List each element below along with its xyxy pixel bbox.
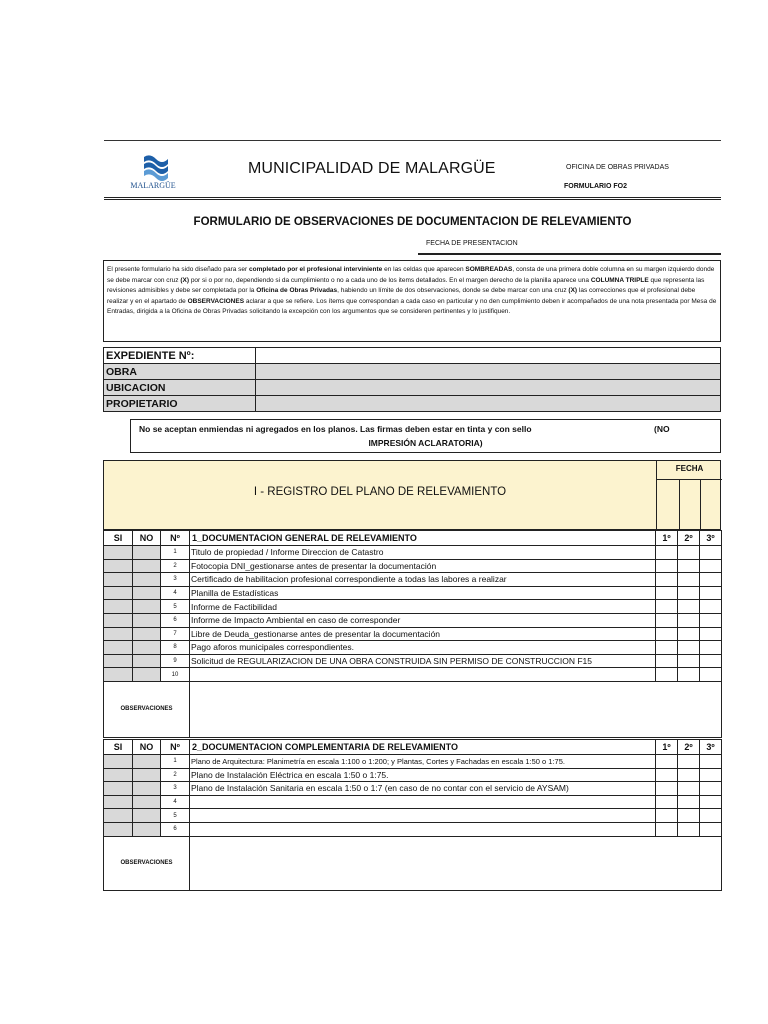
- no-checkbox-cell[interactable]: [133, 573, 161, 587]
- table-row: [104, 641, 722, 655]
- review2-cell[interactable]: [678, 559, 700, 573]
- no-checkbox-cell[interactable]: [133, 822, 161, 836]
- item-description: Informe de Factibilidad: [190, 600, 656, 614]
- table-row: [104, 546, 722, 560]
- item-description: Certificado de habilitacion profesional correspondiente a todas las labores a realizar: [190, 573, 656, 587]
- review3-cell[interactable]: [700, 559, 722, 573]
- observations-label: OBSERVACIONES: [104, 836, 190, 890]
- review2-cell[interactable]: [678, 641, 700, 655]
- number-header: Nº: [161, 531, 190, 546]
- fecha-columns: [656, 460, 722, 530]
- table-row: [104, 586, 722, 600]
- review1-cell[interactable]: [656, 600, 678, 614]
- section-title: I - REGISTRO DEL PLANO DE RELEVAMIENTO: [253, 486, 507, 498]
- item-number: 4: [161, 586, 190, 600]
- review2-cell[interactable]: [678, 573, 700, 587]
- si-checkbox-cell[interactable]: [104, 600, 133, 614]
- review3-cell[interactable]: [700, 654, 722, 668]
- review2-header: 2º: [678, 531, 700, 546]
- review3-cell[interactable]: [700, 546, 722, 560]
- review1-cell[interactable]: [656, 559, 678, 573]
- no-checkbox-cell[interactable]: [133, 559, 161, 573]
- review3-cell[interactable]: [700, 613, 722, 627]
- top-rule: [104, 140, 721, 141]
- review2-cell[interactable]: [678, 586, 700, 600]
- si-checkbox-cell[interactable]: [104, 768, 133, 782]
- review2-cell[interactable]: [678, 782, 700, 796]
- review3-cell[interactable]: [700, 627, 722, 641]
- item-number: 8: [161, 641, 190, 655]
- review2-cell[interactable]: [678, 668, 700, 682]
- review1-cell[interactable]: [656, 668, 678, 682]
- fecha-presentacion-field[interactable]: [418, 253, 721, 255]
- si-checkbox-cell[interactable]: [104, 641, 133, 655]
- block1-header-row: [104, 531, 722, 546]
- item-number: 6: [161, 613, 190, 627]
- table-row: [104, 668, 722, 682]
- table-row: [104, 627, 722, 641]
- review1-header: 1º: [656, 531, 678, 546]
- observations-field[interactable]: [190, 681, 722, 737]
- review2-cell[interactable]: [678, 809, 700, 823]
- item-number: 5: [161, 809, 190, 823]
- block2-table: [103, 739, 722, 891]
- fecha-divider: [679, 480, 680, 530]
- ubicacion-label: UBICACION: [104, 380, 256, 396]
- table-row: [104, 768, 722, 782]
- review2-cell[interactable]: [678, 600, 700, 614]
- item-number: 6: [161, 822, 190, 836]
- no-checkbox-cell[interactable]: [133, 782, 161, 796]
- no-checkbox-cell[interactable]: [133, 546, 161, 560]
- office-name: OFICINA DE OBRAS PRIVADAS: [566, 164, 669, 171]
- table-row: [104, 654, 722, 668]
- item-description: Solicitud de REGULARIZACION DE UNA OBRA CONSTRUIDA SIN PERMISO DE CONSTRUCCION F15: [190, 654, 656, 668]
- notice-line1: No se aceptan enmiendas ni agregados en los planos. Las firmas deben estar en tinta y con sello: [139, 424, 532, 434]
- review2-cell[interactable]: [678, 822, 700, 836]
- si-checkbox-cell[interactable]: [104, 573, 133, 587]
- block1-title: 1_DOCUMENTACION GENERAL DE RELEVAMIENTO: [190, 531, 656, 546]
- review2-cell[interactable]: [678, 613, 700, 627]
- review2-cell[interactable]: [678, 546, 700, 560]
- no-checkbox-cell[interactable]: [133, 809, 161, 823]
- si-checkbox-cell[interactable]: [104, 627, 133, 641]
- review3-cell[interactable]: [700, 586, 722, 600]
- municipality-title: MUNICIPALIDAD DE MALARGÜE: [248, 160, 496, 177]
- number-header: Nº: [161, 740, 190, 755]
- review3-cell[interactable]: [700, 768, 722, 782]
- si-checkbox-cell[interactable]: [104, 559, 133, 573]
- si-checkbox-cell[interactable]: [104, 809, 133, 823]
- fecha-divider: [700, 480, 701, 530]
- item-description: [190, 809, 656, 823]
- item-number: 3: [161, 782, 190, 796]
- review1-cell[interactable]: [656, 573, 678, 587]
- table-row: [104, 600, 722, 614]
- no-header: NO: [133, 531, 161, 546]
- expediente-label: EXPEDIENTE Nº:: [104, 348, 256, 364]
- table-row: [104, 809, 722, 823]
- review1-cell[interactable]: [656, 768, 678, 782]
- instructions-paragraph: El presente formulario ha sido diseñado para ser completado por el profesional interviniente en las celdas que aparecen SOMBREADAS, consta de una primera doble columna en su margen izquierdo donde se debe marcar con cruz (X) por si o por no, dependiendo si da cumplimiento o no a cada uno de los items detallados. En el margen derecho de la planilla aparece una COLUMNA TRIPLE que representa las revisiones admisibles y debe ser completada por la Oficina de Obras Privadas, habiendo un límite de dos observaciones, donde se debe marcar con una cruz (X) las correcciones que el profesional debe realizar y en el apartado de OBSERVACIONES aclarar a que se refiere. Los ítems que correspondan a cada caso en particular y no den cumplimiento deben ir acompañados de una nota presentada por Mesa de Entradas, dirigida a la Oficina de Obras Privadas solicitando la excepción con los argumentos que se consideren pertinentes y lo justifiquen.: [103, 260, 721, 342]
- item-description: [190, 795, 656, 809]
- observations-label: OBSERVACIONES: [104, 681, 190, 737]
- item-number: 2: [161, 559, 190, 573]
- si-checkbox-cell[interactable]: [104, 822, 133, 836]
- review3-header: 3º: [700, 740, 722, 755]
- si-checkbox-cell[interactable]: [104, 755, 133, 769]
- review1-header: 1º: [656, 740, 678, 755]
- fecha-label: FECHA: [657, 460, 722, 480]
- section-header: [103, 460, 721, 530]
- item-number: 1: [161, 755, 190, 769]
- review2-cell[interactable]: [678, 627, 700, 641]
- review1-cell[interactable]: [656, 755, 678, 769]
- no-checkbox-cell[interactable]: [133, 795, 161, 809]
- review3-cell[interactable]: [700, 822, 722, 836]
- review1-cell[interactable]: [656, 822, 678, 836]
- table-row: [104, 573, 722, 587]
- no-checkbox-cell[interactable]: [133, 768, 161, 782]
- item-number: 1: [161, 546, 190, 560]
- review2-cell[interactable]: [678, 654, 700, 668]
- item-description: Plano de Instalación Sanitaria en escala 1:50 o 1:7 (en caso de no contar con el servicio de AYSAM): [190, 782, 656, 796]
- table-row: [104, 822, 722, 836]
- form-code: FORMULARIO FO2: [564, 183, 627, 190]
- observations-row: [104, 681, 722, 737]
- item-description: Plano de Arquitectura: Planimetría en escala 1:100 o 1:200; y Plantas, Cortes y Fachadas en escala 1:50 o 1:75.: [190, 755, 656, 769]
- obra-label: OBRA: [104, 364, 256, 380]
- item-description: Libre de Deuda_gestionarse antes de presentar la documentación: [190, 627, 656, 641]
- wave-logo-icon: [122, 153, 184, 183]
- no-header: NO: [133, 740, 161, 755]
- form-title: FORMULARIO DE OBSERVACIONES DE DOCUMENTACION DE RELEVAMIENTO: [193, 216, 632, 228]
- item-number: 5: [161, 600, 190, 614]
- item-description: Plano de Instalación Eléctrica en escala 1:50 o 1:75.: [190, 768, 656, 782]
- review1-cell[interactable]: [656, 627, 678, 641]
- table-row: [104, 782, 722, 796]
- review3-cell[interactable]: [700, 668, 722, 682]
- item-number: 3: [161, 573, 190, 587]
- expediente-field[interactable]: [256, 348, 721, 364]
- review2-cell[interactable]: [678, 795, 700, 809]
- block2-header-row: [104, 740, 722, 755]
- si-checkbox-cell[interactable]: [104, 668, 133, 682]
- table-row: [104, 795, 722, 809]
- propietario-label: PROPIETARIO: [104, 396, 256, 412]
- expediente-table: [103, 347, 721, 412]
- review1-cell[interactable]: [656, 641, 678, 655]
- item-description: Informe de Impacto Ambiental en caso de corresponder: [190, 613, 656, 627]
- review3-cell[interactable]: [700, 755, 722, 769]
- review3-cell[interactable]: [700, 600, 722, 614]
- table-row: [104, 613, 722, 627]
- review3-cell[interactable]: [700, 795, 722, 809]
- notice-line1-end: (NO: [654, 424, 670, 434]
- si-header: SI: [104, 740, 133, 755]
- review1-cell[interactable]: [656, 795, 678, 809]
- ubicacion-field[interactable]: [256, 380, 721, 396]
- review3-cell[interactable]: [700, 641, 722, 655]
- no-checkbox-cell[interactable]: [133, 755, 161, 769]
- no-checkbox-cell[interactable]: [133, 600, 161, 614]
- notice-box: [130, 419, 721, 453]
- table-row: [104, 559, 722, 573]
- table-row: [104, 755, 722, 769]
- logo-text: MALARGÜE: [130, 181, 176, 190]
- item-number: 7: [161, 627, 190, 641]
- no-checkbox-cell[interactable]: [133, 641, 161, 655]
- fecha-presentacion-label: FECHA DE PRESENTACION: [426, 240, 518, 247]
- si-checkbox-cell[interactable]: [104, 613, 133, 627]
- si-checkbox-cell[interactable]: [104, 795, 133, 809]
- observations-row: [104, 836, 722, 890]
- review1-cell[interactable]: [656, 654, 678, 668]
- item-description: [190, 668, 656, 682]
- si-header: SI: [104, 531, 133, 546]
- item-description: Planilla de Estadísticas: [190, 586, 656, 600]
- no-checkbox-cell[interactable]: [133, 668, 161, 682]
- no-checkbox-cell[interactable]: [133, 613, 161, 627]
- block1-table: [103, 530, 722, 738]
- item-description: Pago aforos municipales correspondientes.: [190, 641, 656, 655]
- review1-cell[interactable]: [656, 586, 678, 600]
- si-checkbox-cell[interactable]: [104, 546, 133, 560]
- item-description: [190, 822, 656, 836]
- review3-header: 3º: [700, 531, 722, 546]
- notice-line2: IMPRESIÓN ACLARATORIA): [368, 438, 483, 448]
- si-checkbox-cell[interactable]: [104, 586, 133, 600]
- item-description: Fotocopia DNI_gestionarse antes de presentar la documentación: [190, 559, 656, 573]
- review2-cell[interactable]: [678, 755, 700, 769]
- no-checkbox-cell[interactable]: [133, 654, 161, 668]
- review3-cell[interactable]: [700, 573, 722, 587]
- review2-cell[interactable]: [678, 768, 700, 782]
- review1-cell[interactable]: [656, 782, 678, 796]
- obra-field[interactable]: [256, 364, 721, 380]
- item-number: 4: [161, 795, 190, 809]
- si-checkbox-cell[interactable]: [104, 654, 133, 668]
- no-checkbox-cell[interactable]: [133, 586, 161, 600]
- review1-cell[interactable]: [656, 613, 678, 627]
- observations-field[interactable]: [190, 836, 722, 890]
- review1-cell[interactable]: [656, 546, 678, 560]
- no-checkbox-cell[interactable]: [133, 627, 161, 641]
- block2-title: 2_DOCUMENTACION COMPLEMENTARIA DE RELEVAMIENTO: [190, 740, 656, 755]
- review3-cell[interactable]: [700, 782, 722, 796]
- item-number: 9: [161, 654, 190, 668]
- review1-cell[interactable]: [656, 809, 678, 823]
- header-rule: [104, 197, 721, 200]
- document-header: [104, 150, 721, 198]
- item-description: Titulo de propiedad / Informe Direccion de Catastro: [190, 546, 656, 560]
- municipality-logo: [122, 153, 184, 193]
- si-checkbox-cell[interactable]: [104, 782, 133, 796]
- propietario-field[interactable]: [256, 396, 721, 412]
- review2-header: 2º: [678, 740, 700, 755]
- review3-cell[interactable]: [700, 809, 722, 823]
- item-number: 2: [161, 768, 190, 782]
- item-number: 10: [161, 668, 190, 682]
